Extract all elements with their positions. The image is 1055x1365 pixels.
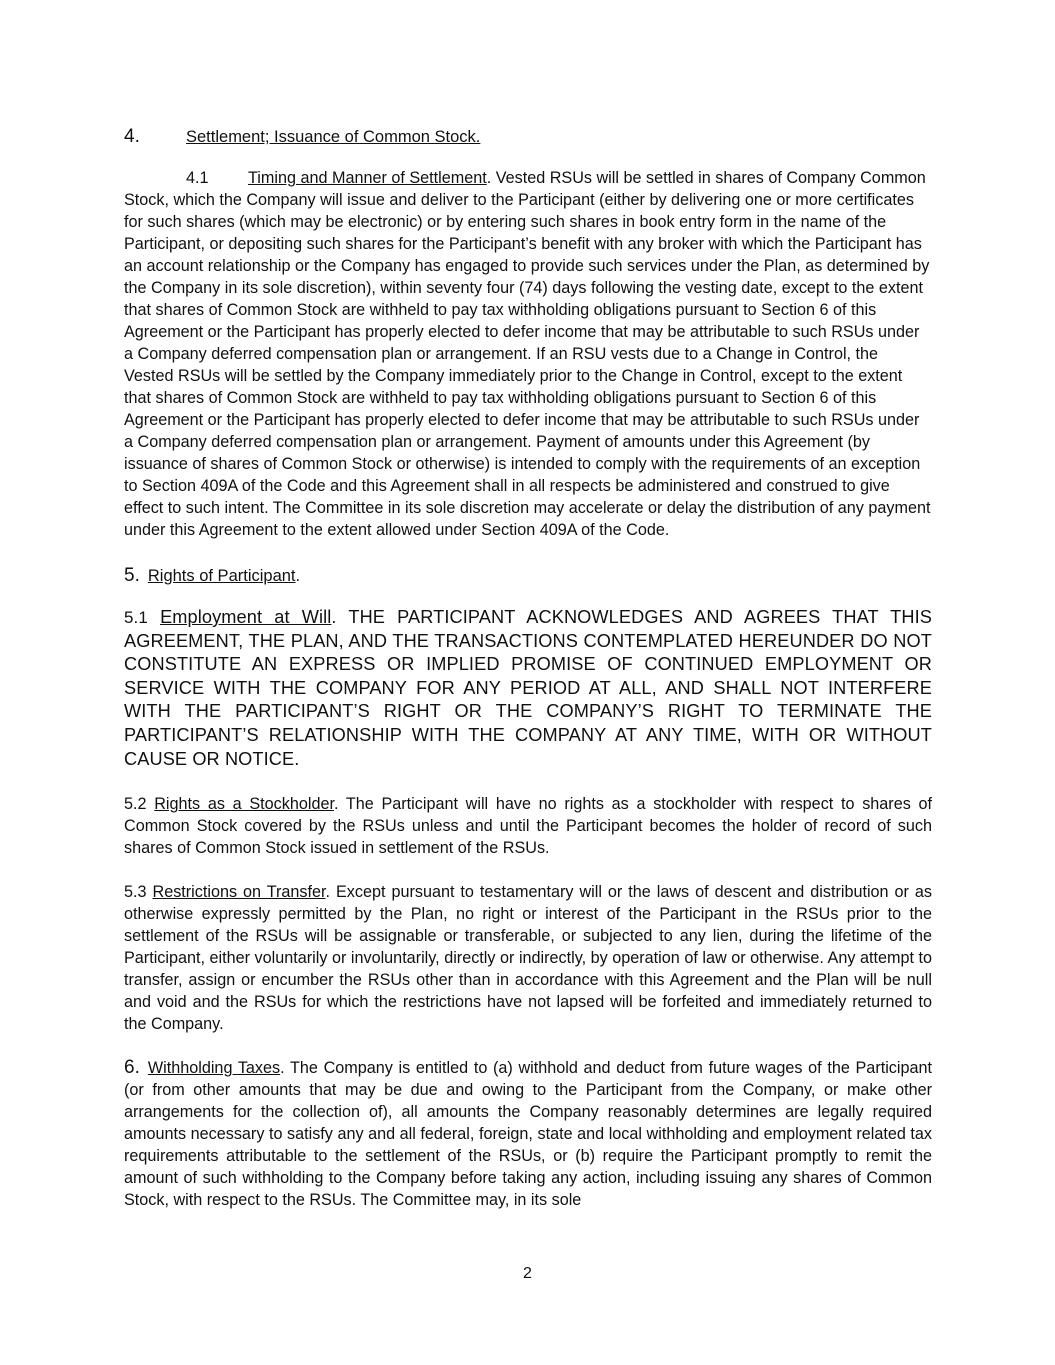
section-5-1-text: . THE PARTICIPANT ACKNOWLEDGES AND AGREES THAT THIS AGREEMENT, THE PLAN, AND THE TRANSACTIONS CONTEMPLATED HEREUNDER DO NOT CONSTITUTE AN EXPRESS OR IMPLIED PROMISE OF CONTINUED EMPLOYMENT OR SERVICE WITH THE COMPANY FOR ANY PERIOD AT ALL, AND SHALL NOT INTERFERE WITH THE PARTICIPANT’S RIGHT OR THE COMPANY’S RIGHT TO TERMINATE THE PARTICIPANT’S RELATIONSHIP WITH THE COMPANY AT ANY TIME, WITH OR WITHOUT CAUSE OR NOTICE.: [124, 607, 932, 769]
document-page: [124, 124, 932, 1211]
section-4-title: Settlement; Issuance of Common Stock.: [186, 128, 481, 146]
section-5-2-title: Rights as a Stockholder: [154, 795, 334, 814]
section-6-number: 6.: [124, 1057, 140, 1079]
section-4-1-number: 4.1: [186, 169, 209, 187]
section-5-3-number: 5.3: [124, 883, 147, 902]
section-4-1-paragraph: [124, 167, 932, 541]
section-4-1-text: . Vested RSUs will be settled in shares of Company Common Stock, which the Company will issue and deliver to the Participant (either by delivering one or more certificates for such shares (which may be electronic) or by entering such shares in book entry form in the name of the Participant, or depositing such shares for the Participant’s benefit with any broker with which the Participant has an account relationship or the Company has engaged to provide such services under the Plan, as determined by the Company in its sole discretion), within seventy four (74) days following the vesting date, except to the extent that shares of Common Stock are withheld to pay tax withholding obligations pursuant to Section 6 of this Agreement or the Participant has properly elected to defer income that may be attributable to such RSUs under a Company deferred compensation plan or arrangement. If an RSU vests due to a Change in Control, the Vested RSUs will be settled by the Company immediately prior to the Change in Control, except to the extent that shares of Common Stock are withheld to pay tax withholding obligations pursuant to Section 6 of this Agreement or the Participant has properly elected to defer income that may be attributable to such RSUs under a Company deferred compensation plan or arrangement. Payment of amounts under this Agreement (by issuance of shares of Common Stock or otherwise) is intended to comply with the requirements of an exception to Section 409A of the Code and this Agreement shall in all respects be administered and construed to give effect to such intent. The Committee in its sole discretion may accelerate or delay the distribution of any payment under this Agreement to the extent allowed under Section 409A of the Code.: [124, 169, 931, 539]
section-5-number: 5.: [124, 565, 140, 586]
section-6-paragraph: [124, 1057, 932, 1211]
section-5-1-number: 5.1: [124, 608, 148, 627]
section-5-title: Rights of Participant: [147, 567, 296, 585]
section-5-3-title: Restrictions on Transfer: [152, 883, 326, 902]
section-5-suffix: .: [295, 567, 301, 585]
section-4-1-title: Timing and Manner of Settlement: [248, 169, 487, 187]
section-4-heading: [124, 124, 932, 150]
section-4-number: 4.: [124, 126, 140, 147]
section-5-1-title: Employment at Will: [160, 607, 332, 627]
section-5-2-paragraph: [124, 793, 932, 859]
page-number: 2: [523, 1265, 532, 1282]
section-5-heading: [124, 563, 932, 589]
section-5-1-paragraph: [124, 606, 932, 771]
section-5-3-paragraph: [124, 881, 932, 1035]
section-5-2-text: . The Participant will have no rights as a stockholder with respect to shares of Common Stock covered by the RSUs unless and until the Participant becomes the holder of record of such shares of Common Stock issued in settlement of the RSUs.: [124, 795, 933, 858]
section-6-text: . The Company is entitled to (a) withhold and deduct from future wages of the Participant (or from other amounts that may be due and owing to the Participant from the Company, or make other arrangements for the collection of), all amounts the Company reasonably determines are legally required amounts necessary to satisfy any and all federal, foreign, state and local withholding and employment related tax requirements attributable to the settlement of the RSUs, or (b) require the Participant promptly to remit the amount of such withholding to the Company before taking any action, including issuing any shares of Common Stock, with respect to the RSUs. The Committee may, in its sole: [124, 1059, 932, 1210]
section-5-2-number: 5.2: [124, 795, 147, 814]
section-5-3-text: . Except pursuant to testamentary will or the laws of descent and distribution or as otherwise expressly permitted by the Plan, no right or interest of the Participant in the RSUs prior to the settlement of the RSUs will be assignable or transferable, or subjected to any lien, during the lifetime of the Participant, either voluntarily or involuntarily, directly or indirectly, by operation of law or otherwise. Any attempt to transfer, assign or encumber the RSUs other than in accordance with this Agreement and the Plan will be null and void and the RSUs for which the restrictions have not lapsed will be forfeited and immediately returned to the Company.: [124, 883, 933, 1034]
section-6-title: Withholding Taxes: [147, 1059, 281, 1078]
